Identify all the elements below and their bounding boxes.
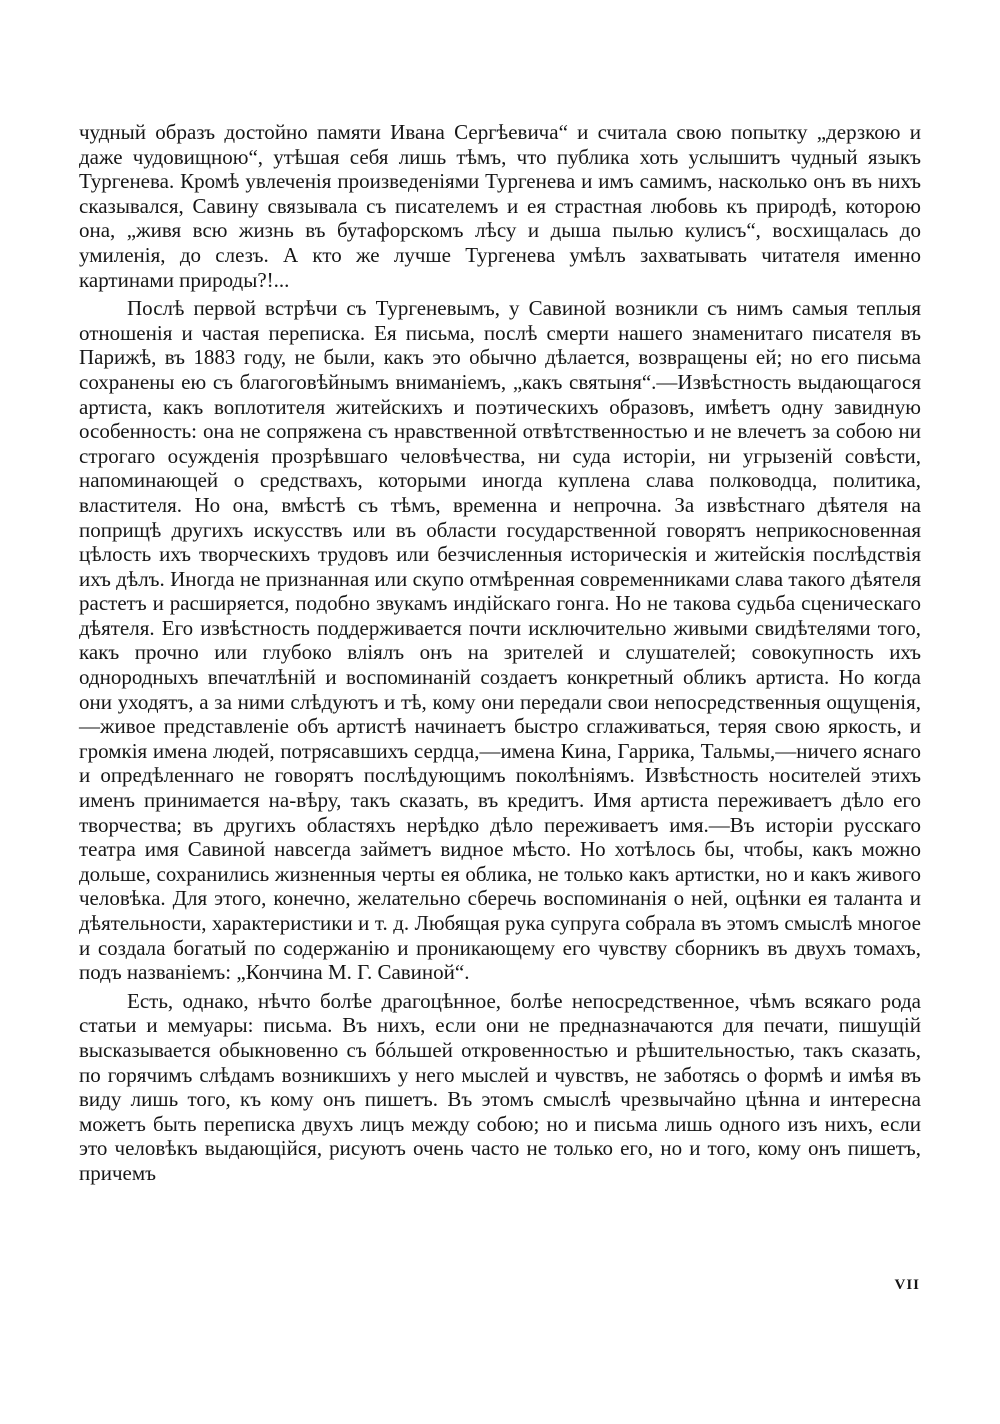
body-text	[79, 120, 921, 1190]
paragraph-2: Послѣ первой встрѣчи съ Тургеневымъ, у Савиной возникли съ нимъ самыя теплыя отношенія и частая переписка. Ея письма, послѣ смерти нашего знаменитаго писателя въ Парижѣ, въ 1883 году, не были, какъ это обычно дѣлается, возвращены ей; но его письма сохранены ею съ благоговѣйнымъ вниманіемъ, „какъ святыня“.—Извѣстность выдающагося артиста, какъ воплотителя житейскихъ и поэтическихъ образовъ, имѣетъ одну завидную особенность: она не сопряжена съ нравственной отвѣтственностью и не влечетъ за собою ни строгаго осужденія прозрѣвшаго человѣчества, ни суда исторіи, ни угрызеній совѣсти, напоминающей о средствахъ, которыми иногда куплена слава полководца, политика, властителя. Но она, вмѣстѣ съ тѣмъ, временна и непрочна. За извѣстнаго дѣятеля на поприщѣ другихъ искусствъ или въ области государственной говорятъ неприкосновенная цѣлость ихъ творческихъ трудовъ или безчисленныя историческія и житейскія послѣдствія ихъ дѣлъ. Иногда не признанная или скупо отмѣренная современниками слава такого дѣятеля растетъ и расширяется, подобно звукамъ индійскаго гонга. Но не такова судьба сценическаго дѣятеля. Его извѣстность поддерживается почти исключительно живыми свидѣтелями того, какъ прочно или глубоко вліялъ онъ на зрителей и слушателей; совокупность ихъ однородныхъ впечатлѣній и воспоминаній создаетъ конкретный обликъ артиста. Но когда они уходятъ, а за ними слѣдуютъ и тѣ, кому они передали свои непосредственныя ощущенія,—живое представленіе объ артистѣ начинаетъ быстро сглаживаться, теряя свою яркость, и громкія имена людей, потрясавшихъ сердца,—имена Кина, Гаррика, Тальмы,—ничего яснаго и опредѣленнаго не говорятъ послѣдующимъ поколѣніямъ. Извѣстность носителей этихъ именъ принимается на-вѣру, такъ сказать, въ кредитъ. Имя артиста переживаетъ дѣло его творчества; въ другихъ областяхъ нерѣдко дѣло переживаетъ имя.—Въ исторіи русскаго театра имя Савиной навсегда займетъ видное мѣсто. Но хотѣлось бы, чтобы, какъ можно дольше, сохранились жизненныя черты ея облика, не только какъ артистки, но и какъ живого человѣка. Для этого, конечно, желательно сберечь воспоминанія о ней, оцѣнки ея таланта и дѣятельности, характеристики и т. д. Любящая рука супруга собрала въ этомъ смыслѣ многое и создала богатый по содержанію и проникающему его чувству сборникъ въ двухъ томахъ, подъ названіемъ: „Кончина М. Г. Савиной“.	[79, 296, 921, 985]
paragraph-1: чудный образъ достойно памяти Ивана Сергѣевича“ и считала свою попытку „дерзкою и даже чудовищною“, утѣшая себя лишь тѣмъ, что публика хоть услышитъ чудный языкъ Тургенева. Кромѣ увлеченія произведеніями Тургенева и имъ самимъ, насколько онъ въ нихъ сказывался, Савину связывала съ писателемъ и ея страстная любовь къ природѣ, которою она, „живя всю жизнь въ бутафорскомъ лѣсу и дыша пылью кулисъ“, восхищалась до умиленія, до слезъ. А кто же лучше Тургенева умѣлъ захватывать читателя именно картинами природы?!...	[79, 120, 921, 292]
page-number: VII	[894, 1277, 920, 1293]
paragraph-3: Есть, однако, нѣчто болѣе драгоцѣнное, болѣе непосредственное, чѣмъ всякаго рода статьи и мемуары: письма. Въ нихъ, если они не предназначаются для печати, пишущій высказывается обыкновенно съ бóльшей откровенностью и рѣшительностью, такъ сказать, по горячимъ слѣдамъ возникшихъ у него мыслей и чувствъ, не заботясь о формѣ и имѣя въ виду лишь того, къ кому онъ пишетъ. Въ этомъ смыслѣ чрезвычайно цѣнна и интересна можетъ быть переписка двухъ лицъ между собою; но и письма лишь одного изъ нихъ, если это человѣкъ выдающійся, рисуютъ очень часто не только его, но и того, кому онъ пишетъ, причемъ	[79, 988, 921, 1185]
